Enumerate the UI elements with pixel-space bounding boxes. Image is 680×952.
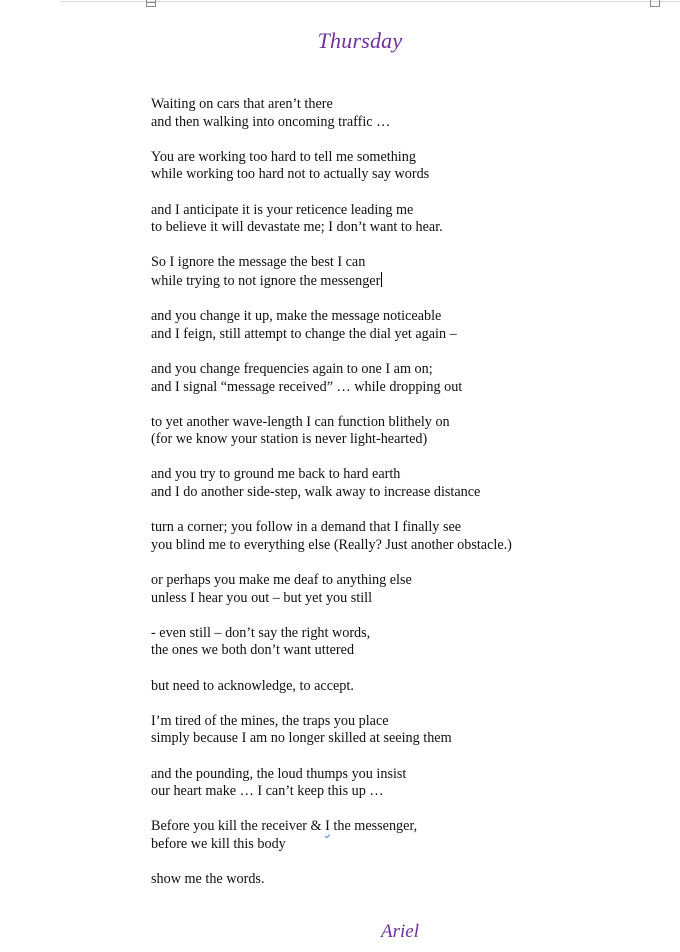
poem-line-text: while trying to not ignore the messenger bbox=[151, 272, 381, 289]
poem-signature[interactable]: Ariel bbox=[381, 921, 419, 942]
poem-line[interactable]: while working too hard not to actually say words bbox=[151, 166, 430, 183]
poem-line[interactable]: and the pounding, the loud thumps you insist bbox=[151, 765, 407, 782]
stanza[interactable] bbox=[151, 625, 512, 660]
poem-line[interactable]: or perhaps you make me deaf to anything else bbox=[151, 572, 412, 589]
poem-line-with-cursor[interactable] bbox=[151, 272, 512, 291]
stanza[interactable] bbox=[151, 572, 512, 607]
poem-line-text: Before you kill the receiver & bbox=[151, 818, 326, 835]
stanza[interactable] bbox=[151, 818, 512, 853]
poem-body[interactable] bbox=[151, 96, 512, 906]
poem-line[interactable]: - even still – don’t say the right words, bbox=[151, 624, 371, 641]
poem-line[interactable]: and I signal “message received” … while dropping out bbox=[151, 378, 463, 395]
poem-line[interactable]: simply because I am no longer skilled at seeing them bbox=[151, 730, 452, 747]
stanza[interactable] bbox=[151, 254, 512, 290]
text-boundary-corner-right bbox=[650, 0, 660, 7]
poem-line[interactable]: unless I hear you out – but yet you still bbox=[151, 589, 373, 606]
poem-line[interactable]: our heart make … I can’t keep this up … bbox=[151, 783, 384, 800]
grammar-flagged-word[interactable]: I bbox=[325, 818, 330, 835]
stanza[interactable] bbox=[151, 766, 512, 801]
poem-line[interactable]: and I feign, still attempt to change the dial yet again – bbox=[151, 325, 457, 342]
poem-line[interactable]: Waiting on cars that aren’t there bbox=[151, 96, 333, 112]
poem-line[interactable]: and you try to ground me back to hard earth bbox=[151, 466, 401, 483]
stanza[interactable] bbox=[151, 713, 512, 748]
poem-line[interactable]: to believe it will devastate me; I don’t want to hear. bbox=[151, 219, 443, 236]
text-boundary-corner-left bbox=[146, 0, 156, 7]
poem-line[interactable]: (for we know your station is never light-hearted) bbox=[151, 431, 428, 448]
poem-title[interactable]: Thursday bbox=[317, 28, 403, 53]
stanza[interactable] bbox=[151, 202, 512, 237]
stanza[interactable] bbox=[151, 414, 512, 449]
stanza[interactable] bbox=[151, 678, 512, 696]
poem-line-with-flag[interactable] bbox=[151, 818, 512, 836]
poem-line[interactable]: but need to acknowledge, to accept. bbox=[151, 677, 354, 694]
poem-line-text-tail: the messenger, bbox=[329, 818, 418, 835]
poem-line[interactable]: turn a corner; you follow in a demand that I finally see bbox=[151, 519, 462, 536]
stanza[interactable] bbox=[151, 149, 512, 184]
poem-line[interactable]: to yet another wave-length I can function blithely on bbox=[151, 413, 450, 430]
stanza[interactable] bbox=[151, 361, 512, 396]
poem-line[interactable]: You are working too hard to tell me something bbox=[151, 148, 416, 165]
poem-line[interactable]: and then walking into oncoming traffic … bbox=[151, 113, 391, 130]
stanza[interactable] bbox=[151, 96, 512, 131]
poem-line[interactable]: and you change frequencies again to one I am on; bbox=[151, 360, 433, 377]
poem-line[interactable]: and you change it up, make the message noticeable bbox=[151, 308, 442, 325]
poem-line[interactable]: So I ignore the message the best I can bbox=[151, 254, 366, 271]
poem-line[interactable]: show me the words. bbox=[151, 871, 265, 888]
stanza[interactable] bbox=[151, 466, 512, 501]
text-cursor bbox=[381, 272, 382, 287]
poem-line[interactable]: the ones we both don’t want uttered bbox=[151, 642, 355, 659]
poem-line[interactable]: you blind me to everything else (Really? Just another obstacle.) bbox=[151, 536, 512, 553]
stanza[interactable] bbox=[151, 519, 512, 554]
poem-line[interactable]: I’m tired of the mines, the traps you place bbox=[151, 712, 389, 729]
poem-line[interactable]: before we kill this body bbox=[151, 835, 286, 852]
poem-line[interactable]: and I do another side-step, walk away to increase distance bbox=[151, 484, 481, 501]
stanza[interactable] bbox=[151, 871, 512, 889]
poem-line[interactable]: and I anticipate it is your reticence leading me bbox=[151, 201, 414, 218]
stanza[interactable] bbox=[151, 308, 512, 343]
